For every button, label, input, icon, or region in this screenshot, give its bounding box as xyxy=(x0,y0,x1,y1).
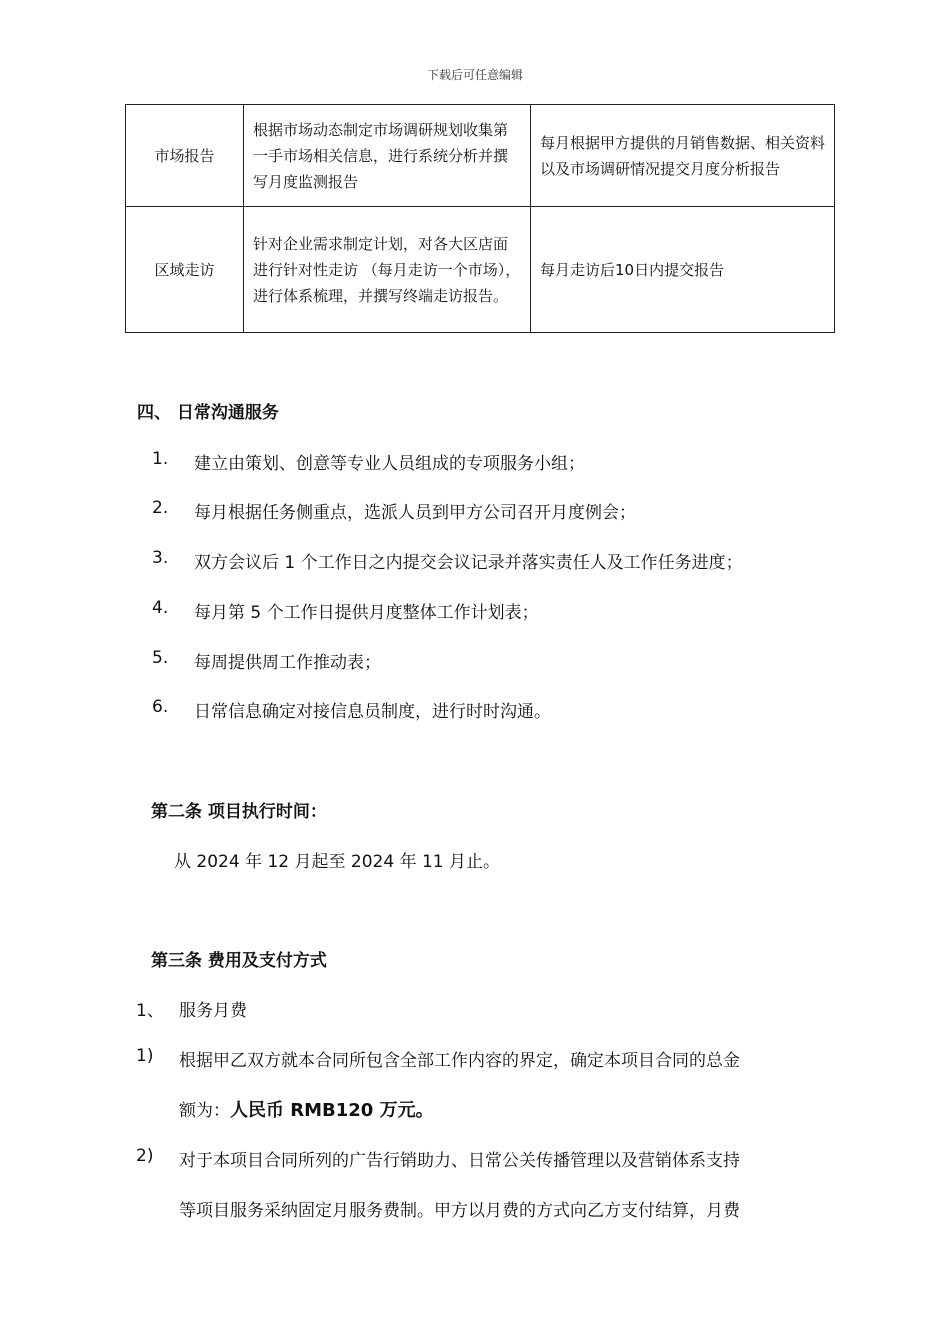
list-item-text: 建立由策划、创意等专业人员组成的专项服务小组； xyxy=(194,454,585,474)
paragraph-text-continued: 等项目服务采纳固定月服务费制。甲方以月费的方式向乙方支付结算，月费 xyxy=(179,1201,740,1221)
table-cell-content: 针对企业需求制定计划，对各大区店面进行针对性走访 （每月走访一个市场），进行体系梳理，并撰写终端走访报告。 xyxy=(244,207,531,333)
list-item-number: 2. xyxy=(152,498,169,518)
list-item-number: 4. xyxy=(152,598,169,618)
section-title: 四、 日常沟通服务 xyxy=(137,403,279,423)
list-item-text: 日常信息确定对接信息员制度，进行时时沟通。 xyxy=(194,702,551,722)
table-cell-deliverable: 每月根据甲方提供的月销售数据、相关资料以及市场调研情况提交月度分析报告 xyxy=(531,105,835,207)
paragraph-text-continued xyxy=(179,1096,434,1122)
list-item-text: 每周提供周工作推动表； xyxy=(194,653,381,673)
article-title: 第二条 项目执行时间： xyxy=(151,802,327,822)
service-table xyxy=(125,104,835,333)
list-item-number: 5. xyxy=(152,648,169,668)
table-cell-name: 区域走访 xyxy=(126,207,244,333)
list-item-text: 每月第 5 个工作日提供月度整体工作计划表； xyxy=(194,603,539,623)
paragraph-number: 1) xyxy=(136,1046,154,1066)
list-item-text: 每月根据任务侧重点，选派人员到甲方公司召开月度例会； xyxy=(194,503,636,523)
page-header: 下载后可任意编辑 xyxy=(426,68,523,82)
table-row xyxy=(126,207,835,333)
sub-item-number: 1、 xyxy=(136,1001,164,1021)
list-item-number: 1. xyxy=(152,449,169,469)
table-cell-name: 市场报告 xyxy=(126,105,244,207)
list-item-number: 6. xyxy=(152,697,169,717)
paragraph-text: 对于本项目合同所列的广告行销助力、日常公关传播管理以及营销体系支持 xyxy=(179,1151,740,1171)
contract-amount: 人民币 RMB120 万元。 xyxy=(230,1100,434,1121)
paragraph-number: 2) xyxy=(136,1146,154,1166)
list-item-number: 3. xyxy=(152,548,169,568)
table-cell-content: 根据市场动态制定市场调研规划收集第一手市场相关信息，进行系统分析并撰写月度监测报告 xyxy=(244,105,531,207)
table-cell-deliverable: 每月走访后10日内提交报告 xyxy=(531,207,835,333)
sub-item-text: 服务月费 xyxy=(179,1001,247,1021)
article-text: 从 2024 年 12 月起至 2024 年 11 月止。 xyxy=(174,852,501,872)
amount-label: 额为： xyxy=(179,1101,230,1121)
article-title: 第三条 费用及支付方式 xyxy=(151,951,327,971)
list-item-text: 双方会议后 1 个工作日之内提交会议记录并落实责任人及工作任务进度； xyxy=(194,553,743,573)
table-row xyxy=(126,105,835,207)
paragraph-text: 根据甲乙双方就本合同所包含全部工作内容的界定，确定本项目合同的总金 xyxy=(179,1051,740,1071)
